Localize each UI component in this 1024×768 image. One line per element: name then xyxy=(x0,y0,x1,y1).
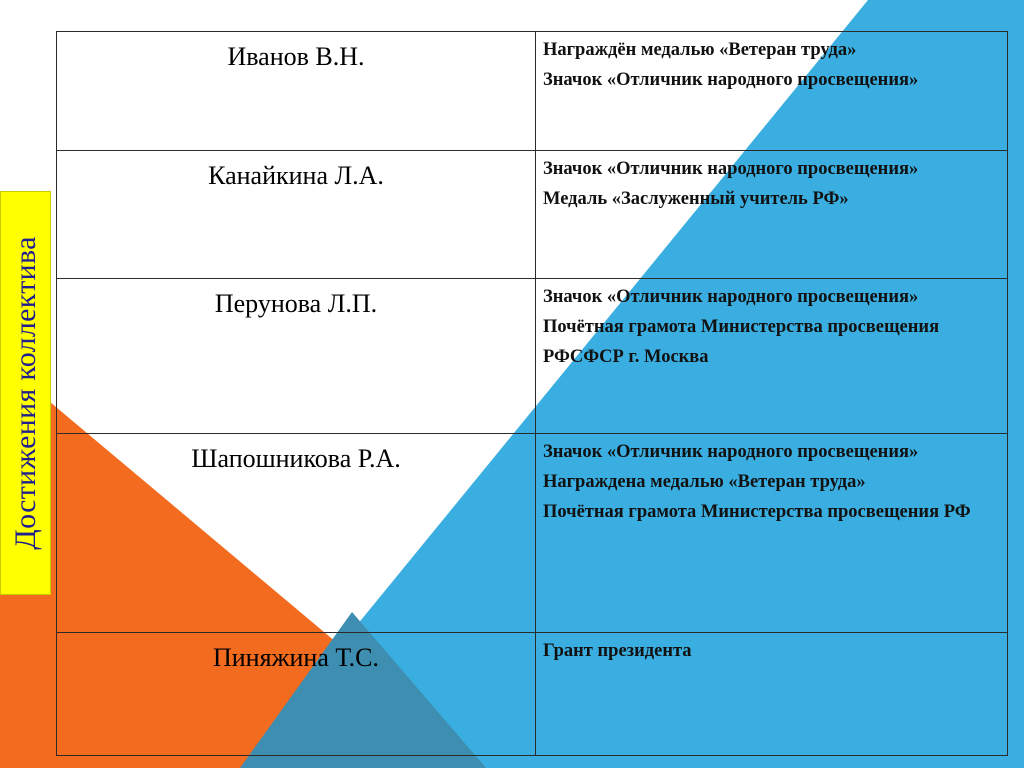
table-row xyxy=(57,32,1008,151)
person-name: Шапошникова Р.А. xyxy=(191,444,401,473)
awards-text: Грант президента xyxy=(543,641,692,661)
person-name: Иванов В.Н. xyxy=(227,42,365,71)
name-cell xyxy=(57,279,536,434)
awards-cell xyxy=(536,434,1008,633)
name-cell xyxy=(57,151,536,279)
awards-cell xyxy=(536,32,1008,151)
awards-cell xyxy=(536,151,1008,279)
awards-text: Значок «Отличник народного просвещения» Почётная грамота Министерства просвещения РФСФСР г. Москва xyxy=(543,287,940,367)
person-name: Пиняжина Т.С. xyxy=(212,643,380,672)
side-label-text: Достижения коллектива xyxy=(8,236,42,550)
name-cell xyxy=(57,633,536,756)
side-label-box xyxy=(0,191,51,595)
table-row xyxy=(57,279,1008,434)
awards-table xyxy=(56,31,1008,756)
awards-text: Награждён медалью «Ветеран труда» Значок «Отличник народного просвещения» xyxy=(543,40,919,90)
name-cell xyxy=(57,32,536,151)
table-row xyxy=(57,151,1008,279)
table-row xyxy=(57,633,1008,756)
awards-cell xyxy=(536,279,1008,434)
name-cell xyxy=(57,434,536,633)
awards-text: Значок «Отличник народного просвещения» Медаль «Заслуженный учитель РФ» xyxy=(543,159,919,209)
awards-text: Значок «Отличник народного просвещения» Награждена медалью «Ветеран труда» Почётная грамота Министерства просвещения РФ xyxy=(543,442,971,522)
table-row xyxy=(57,434,1008,633)
person-name: Перунова Л.П. xyxy=(214,289,378,318)
person-name: Канайкина Л.А. xyxy=(208,161,384,190)
awards-cell xyxy=(536,633,1008,756)
